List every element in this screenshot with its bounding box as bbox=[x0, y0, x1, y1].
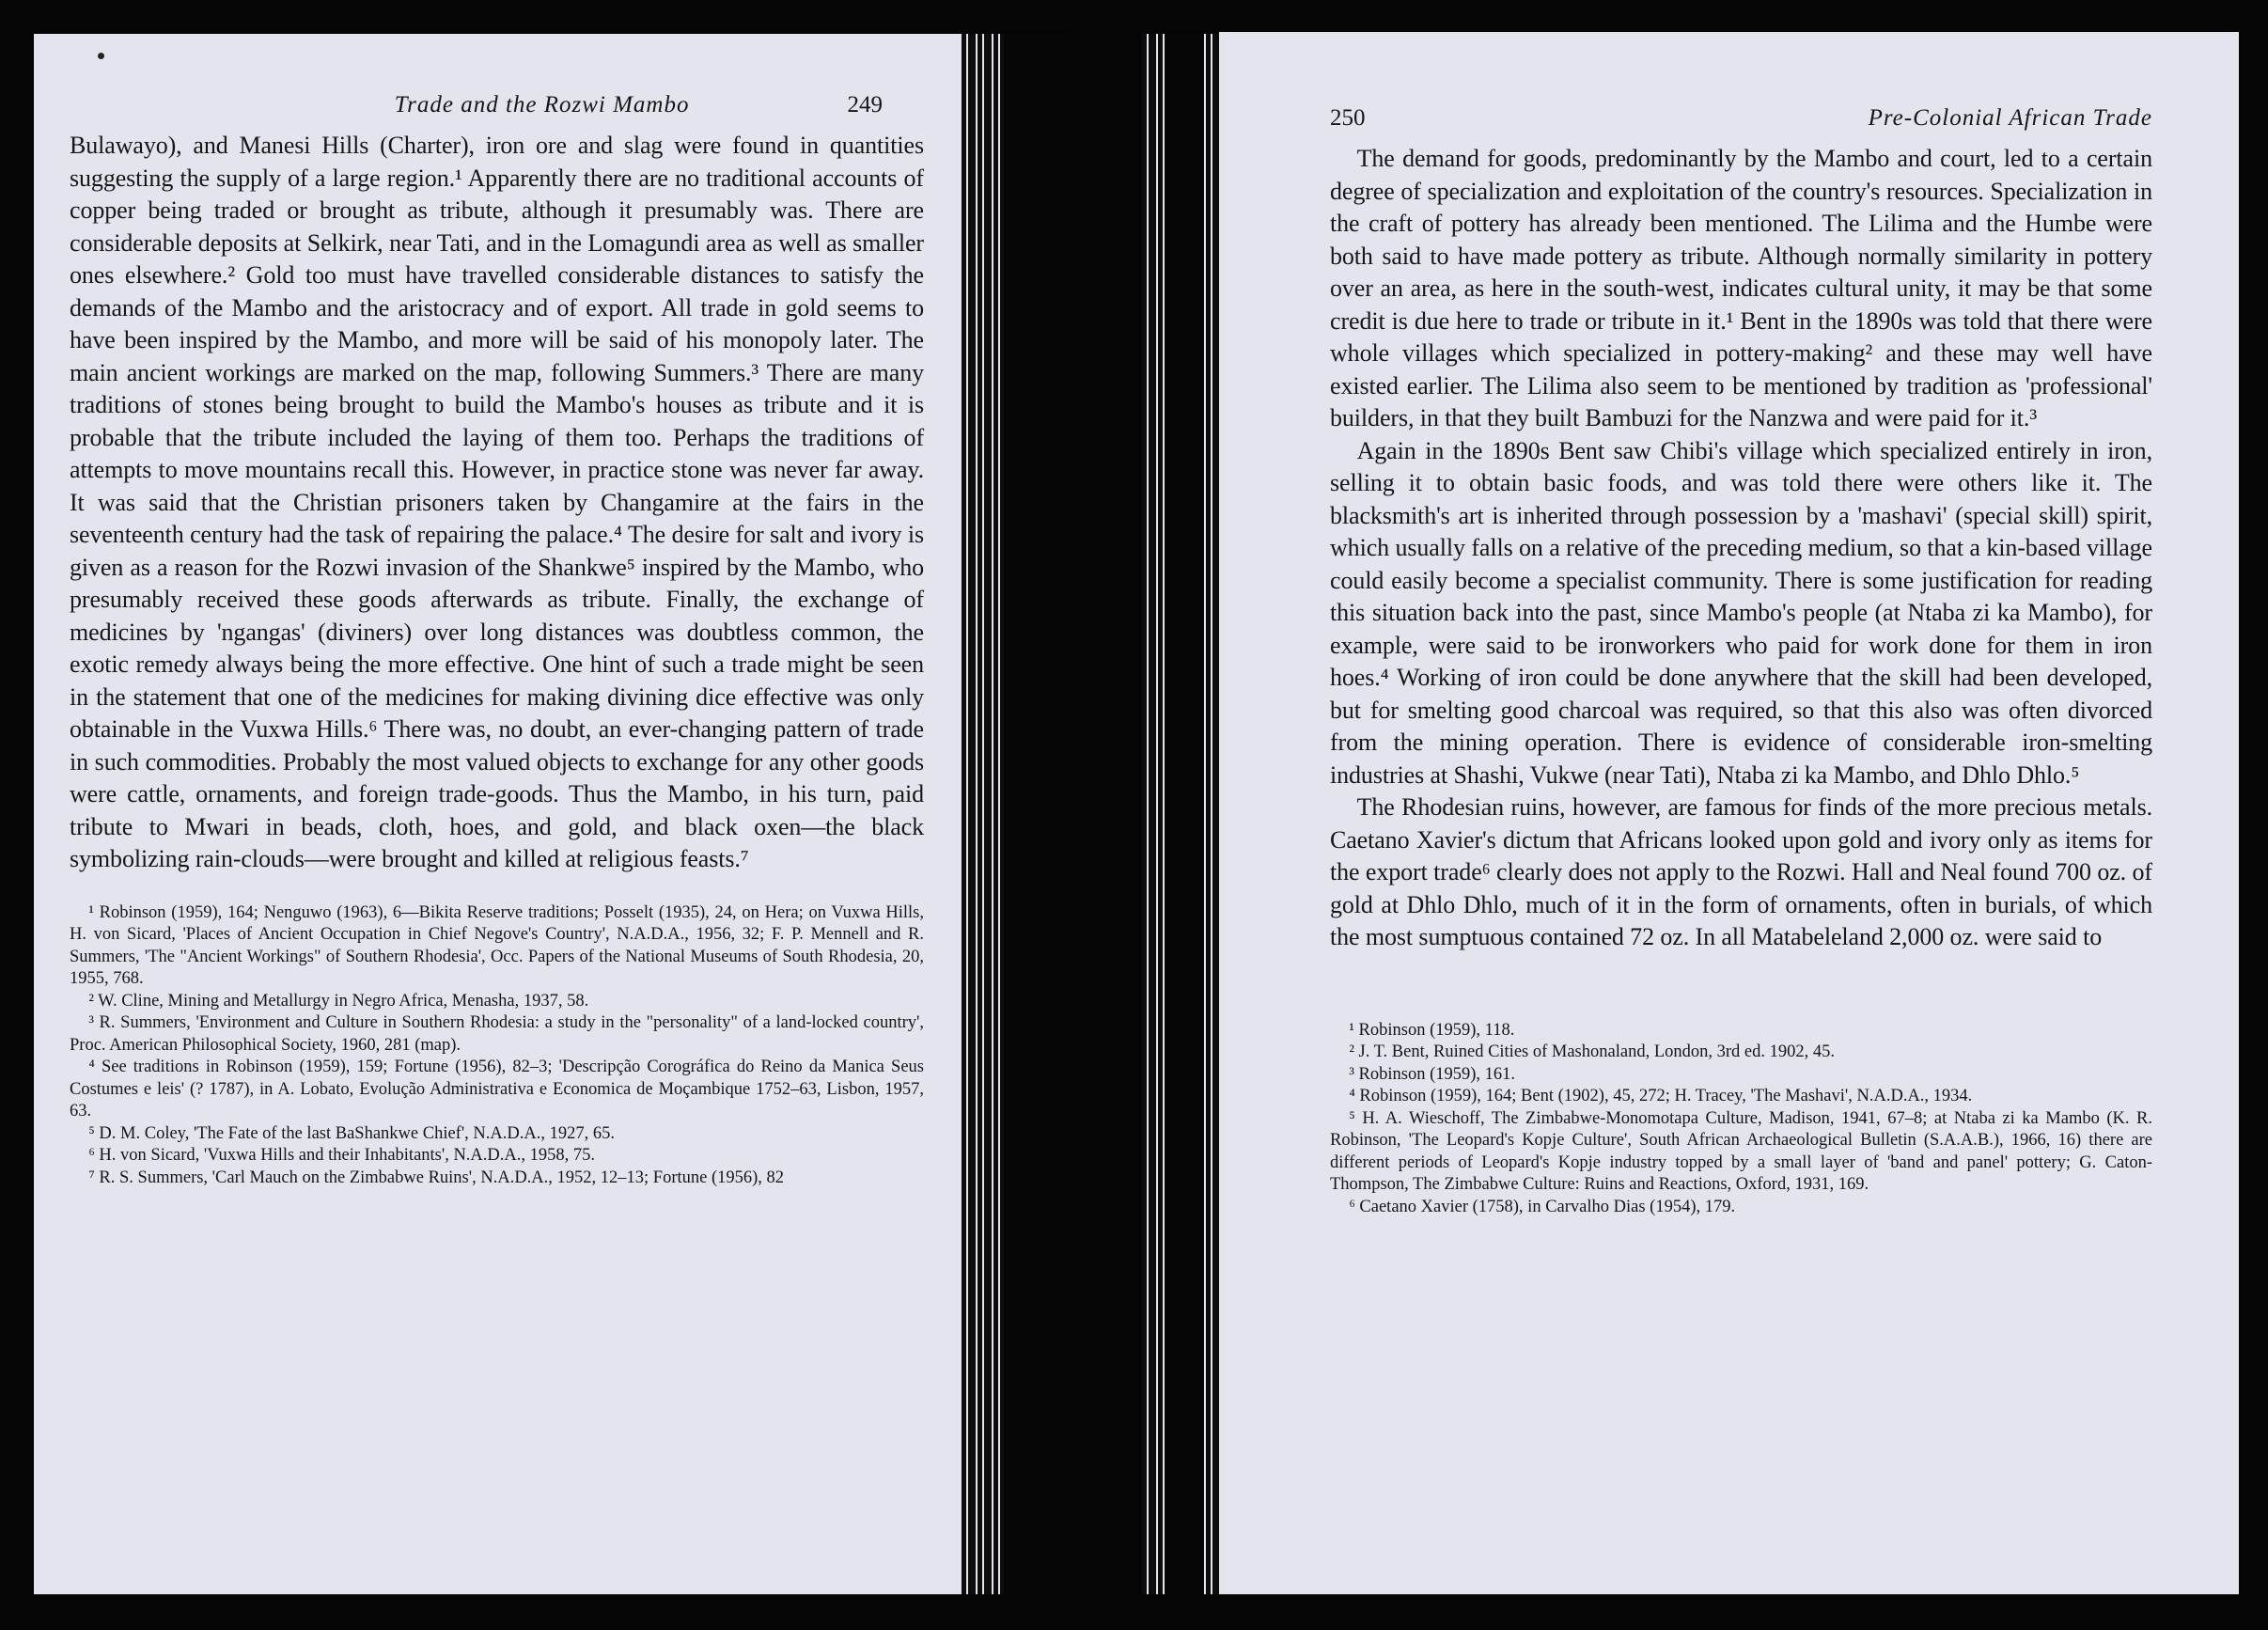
footnote: ² J. T. Bent, Ruined Cities of Mashonaland, London, 3rd ed. 1902, 45. bbox=[1349, 1042, 1835, 1061]
footnote: ³ Robinson (1959), 161. bbox=[1349, 1064, 1516, 1084]
left-page-number: 249 bbox=[847, 92, 883, 118]
footnote: ⁷ R. S. Summers, 'Carl Mauch on the Zimbabwe Ruins', N.A.D.A., 1952, 12–13; Fortune (1956), 82 bbox=[88, 1168, 785, 1187]
footnote: ⁵ D. M. Coley, 'The Fate of the last BaShankwe Chief', N.A.D.A., 1927, 65. bbox=[88, 1123, 615, 1143]
book-spine-band bbox=[1004, 34, 1070, 1594]
left-page bbox=[34, 34, 962, 1594]
footnote: ⁶ Caetano Xavier (1758), in Carvalho Dias (1954), 179. bbox=[1349, 1197, 1736, 1216]
footnote: ³ R. Summers, 'Environment and Culture in Southern Rhodesia: a study in the "personality" of a land-locked country', Proc. American Philosophical Society, 1960, 281 (map). bbox=[70, 1013, 924, 1055]
left-running-head bbox=[70, 92, 924, 126]
right-running-title: Pre-Colonial African Trade bbox=[1868, 105, 2152, 131]
left-body-text bbox=[70, 130, 924, 876]
right-body-text bbox=[1330, 143, 2152, 954]
footnote: ⁵ H. A. Wieschoff, The Zimbabwe-Monomotapa Culture, Madison, 1941, 67–8; at Ntaba zi ka Mambo (K. R. Robinson, 'The Leopard's Kopje Culture', South African Archaeological Bulletin (S.A.A.B.), 1966, 16) there are different periods of Leopard's Kopje industry topped by a small layer of 'band and panel' pottery; G. Caton-Thompson, The Zimbabwe Culture: Ruins and Reactions, Oxford, 1931, 169. bbox=[1330, 1108, 2152, 1194]
right-footnotes bbox=[1330, 1020, 2152, 1219]
left-running-title: Trade and the Rozwi Mambo bbox=[394, 92, 690, 118]
footnote: ⁴ See traditions in Robinson (1959), 159; Fortune (1956), 82–3; 'Descripção Corográfica do Reino da Manica Seus Costumes e leis' (? 1787), in A. Lobato, Evolução Administrativa e Economica de Moçambique 1752–63, Lisbon, 1957, 63. bbox=[70, 1058, 924, 1121]
right-paragraph: Again in the 1890s Bent saw Chibi's village which specialized entirely in iron, selling it to obtain basic foods, and was told there were others like it. The blacksmith's art is inherited through possession by a 'mashavi' (special skill) spirit, which usually falls on a relative of the preceding medium, so that a kin-based village could easily become a specialist community. There is some justification for reading this situation back into the past, since Mambo's people (at Ntaba zi ka Mambo), for example, were said to be ironworkers who paid for work done for them in iron hoes.⁴ Working of iron could be done anywhere that the skill had been developed, but for smelting good charcoal was required, so that this also was often divorced from the mining operation. There is evidence of considerable iron-smelting industries at Shashi, Vukwe (near Tati), Ntaba zi ka Mambo, and Dhlo Dhlo.⁵ bbox=[1330, 436, 2152, 789]
right-running-head bbox=[1330, 105, 2152, 139]
footnote: ⁴ Robinson (1959), 164; Bent (1902), 45, 272; H. Tracey, 'The Mashavi', N.A.D.A., 1934. bbox=[1349, 1087, 1973, 1105]
footnote: ² W. Cline, Mining and Metallurgy in Negro Africa, Menasha, 1937, 58. bbox=[88, 991, 589, 1011]
left-footnotes bbox=[70, 902, 924, 1190]
scan-speck bbox=[98, 53, 104, 59]
footnote: ¹ Robinson (1959), 118. bbox=[1349, 1020, 1515, 1040]
right-page bbox=[1219, 32, 2239, 1594]
book-spine-band bbox=[1165, 34, 1203, 1594]
left-paragraph: Bulawayo), and Manesi Hills (Charter), iron ore and slag were found in quantities suggesting the supply of a large region.¹ Apparently there are no traditional accounts of copper being traded or brought as tribute, although it presumably was. There are considerable deposits at Selkirk, near Tati, and in the Lomagundi area as well as smaller ones elsewhere.² Gold too must have travelled considerable distances to satisfy the demands of the Mambo and the aristocracy and of export. All trade in gold seems to have been inspired by the Mambo, and more will be said of his monopoly later. The main ancient workings are marked on the map, following Summers.³ There are many traditions of stones being brought to build the Mambo's houses as tribute and it is probable that the tribute included the laying of them too. Perhaps the traditions of attempts to move mountains recall this. However, in practice stone was never far away. It was said that the Christian prisoners taken by Changamire at the fairs in the seventeenth century had the task of repairing the palace.⁴ The desire for salt and ivory is given as a reason for the Rozwi invasion of the Shankwe⁵ inspired by the Mambo, who presumably received these goods afterwards as tribute. Finally, the exchange of medicines by 'ngangas' (diviners) over long distances was doubtless common, the exotic remedy always being the more effective. One hint of such a trade might be seen in the statement that one of the medicines for making divining dice effective was only obtainable in the Vuxwa Hills.⁶ There was, no doubt, an ever-changing pattern of trade in such commodities. Probably the most valued objects to exchange for any other goods were cattle, ornaments, and foreign trade-goods. Thus the Mambo, in his turn, paid tribute to Mwari in beads, cloth, hoes, and gold, and black oxen—the black symbolizing rain-clouds—were brought and killed at religious feasts.⁷ bbox=[70, 132, 924, 872]
right-paragraph: The Rhodesian ruins, however, are famous for finds of the more precious metals. Caetano Xavier's dictum that Africans looked upon gold and ivory only as items for the export trade⁶ clearly does not apply to the Rozwi. Hall and Neal found 700 oz. of gold at Dhlo Dhlo, much of it in the form of ornaments, often in burials, of which the most sumptuous contained 72 oz. In all Matabeleland 2,000 oz. were said to bbox=[1330, 793, 2152, 950]
footnote: ¹ Robinson (1959), 164; Nenguwo (1963), 6—Bikita Reserve traditions; Posselt (1935), 24, on Hera; on Vuxwa Hills, H. von Sicard, 'Places of Ancient Occupation in Chief Negove's Country', N.A.D.A., 1956, 32; F. P. Mennell and R. Summers, 'The "Ancient Workings" of Southern Rhodesia', Occ. Papers of the National Museums of South Rhodesia, 20, 1955, 768. bbox=[70, 902, 924, 988]
footnote: ⁶ H. von Sicard, 'Vuxwa Hills and their Inhabitants', N.A.D.A., 1958, 75. bbox=[88, 1146, 596, 1165]
right-paragraph: The demand for goods, predominantly by the Mambo and court, led to a certain degree of specialization and exploitation of the country's resources. Specialization in the craft of pottery has already been mentioned. The Lilima and the Humbe were both said to have made pottery as tribute. Although normally similarity in pottery over an area, as here in the south-west, indicates cultural unity, it may be that some credit is due here to trade or tribute in it.¹ Bent in the 1890s was told that there were whole villages which specialized in pottery-making² and these may well have existed earlier. The Lilima also seem to be mentioned by tradition as 'professional' builders, in that they built Bambuzi for the Nanzwa and were paid for it.³ bbox=[1330, 145, 2152, 431]
right-page-number: 250 bbox=[1330, 105, 1366, 131]
